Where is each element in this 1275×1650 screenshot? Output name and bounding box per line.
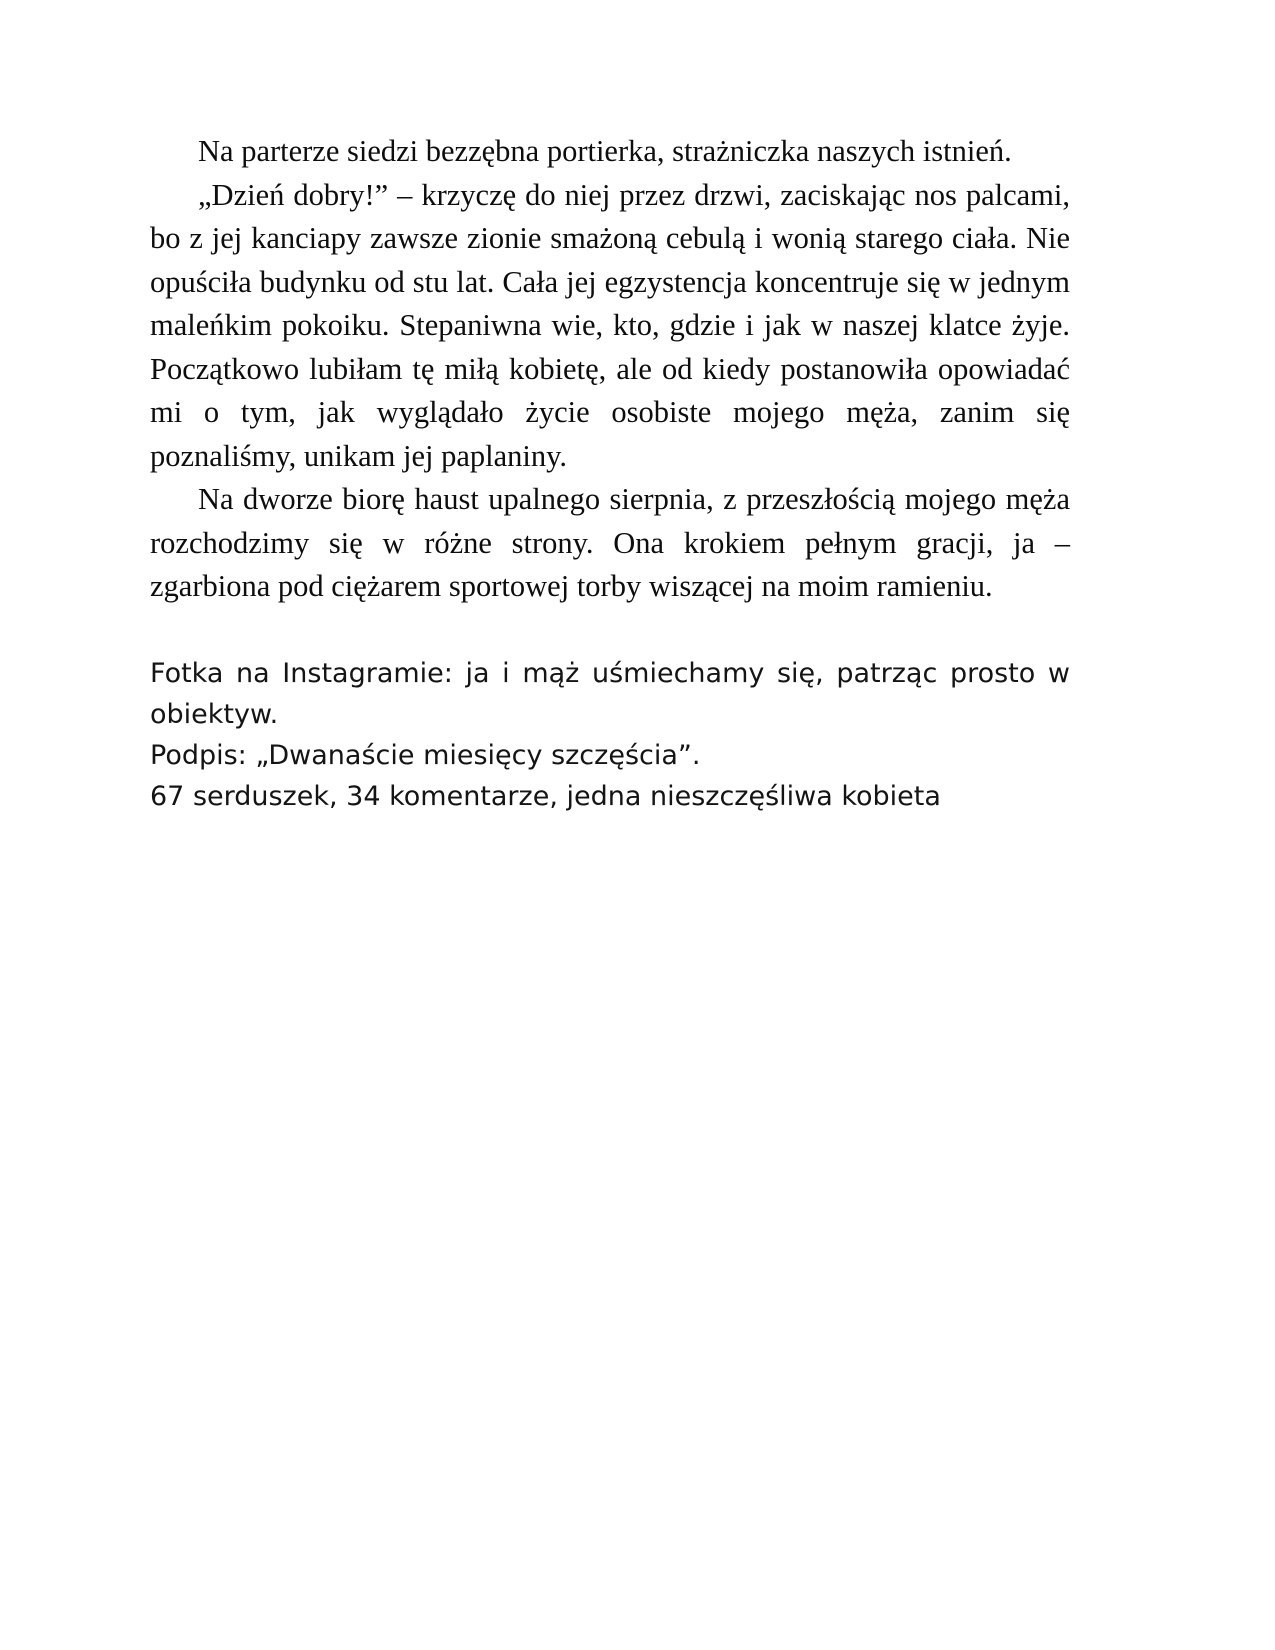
- paragraph-3: Na dworze biorę haust upalnego sierpnia, z przeszłością mojego męża rozchodzimy się w różne strony. Ona krokiem pełnym gracji, ja – zgarbiona pod ciężarem sportowej torby wiszącej na moim ramieniu.: [150, 482, 1070, 603]
- narrative-body: [150, 130, 1070, 609]
- paragraph-1: Na parterze siedzi bezzębna portierka, strażniczka naszych istnień.: [198, 134, 1012, 168]
- page-content: [150, 130, 1070, 817]
- paragraph-2: „Dzień dobry!” – krzyczę do niej przez drzwi, zaciskając nos palcami, bo z jej kanciapy zawsze zionie smażoną cebulą i wonią starego ciała. Nie opuściła budynku od stu lat. Cała jej egzystencja koncentruje się w jednym maleńkim pokoiku. Stepaniwna wie, kto, gdzie i jak w naszej klatce żyje. Początkowo lubiłam tę miłą kobietę, ale od kiedy postanowiła opowiadać mi o tym, jak wyglądało życie osobiste mojego męża, zanim się poznaliśmy, unikam jej paplaniny.: [150, 177, 1070, 473]
- caption-line-podpis: Podpis: „Dwanaście miesięcy szczęścia”.: [150, 739, 701, 771]
- caption-line-stats: 67 serduszek, 34 komentarze, jedna nieszczęśliwa kobieta: [150, 780, 941, 812]
- social-caption-block: [150, 653, 1070, 817]
- caption-line-photo: Fotka na Instagramie: ja i mąż uśmiechamy się, patrząc prosto w obiektyw.: [150, 657, 1070, 730]
